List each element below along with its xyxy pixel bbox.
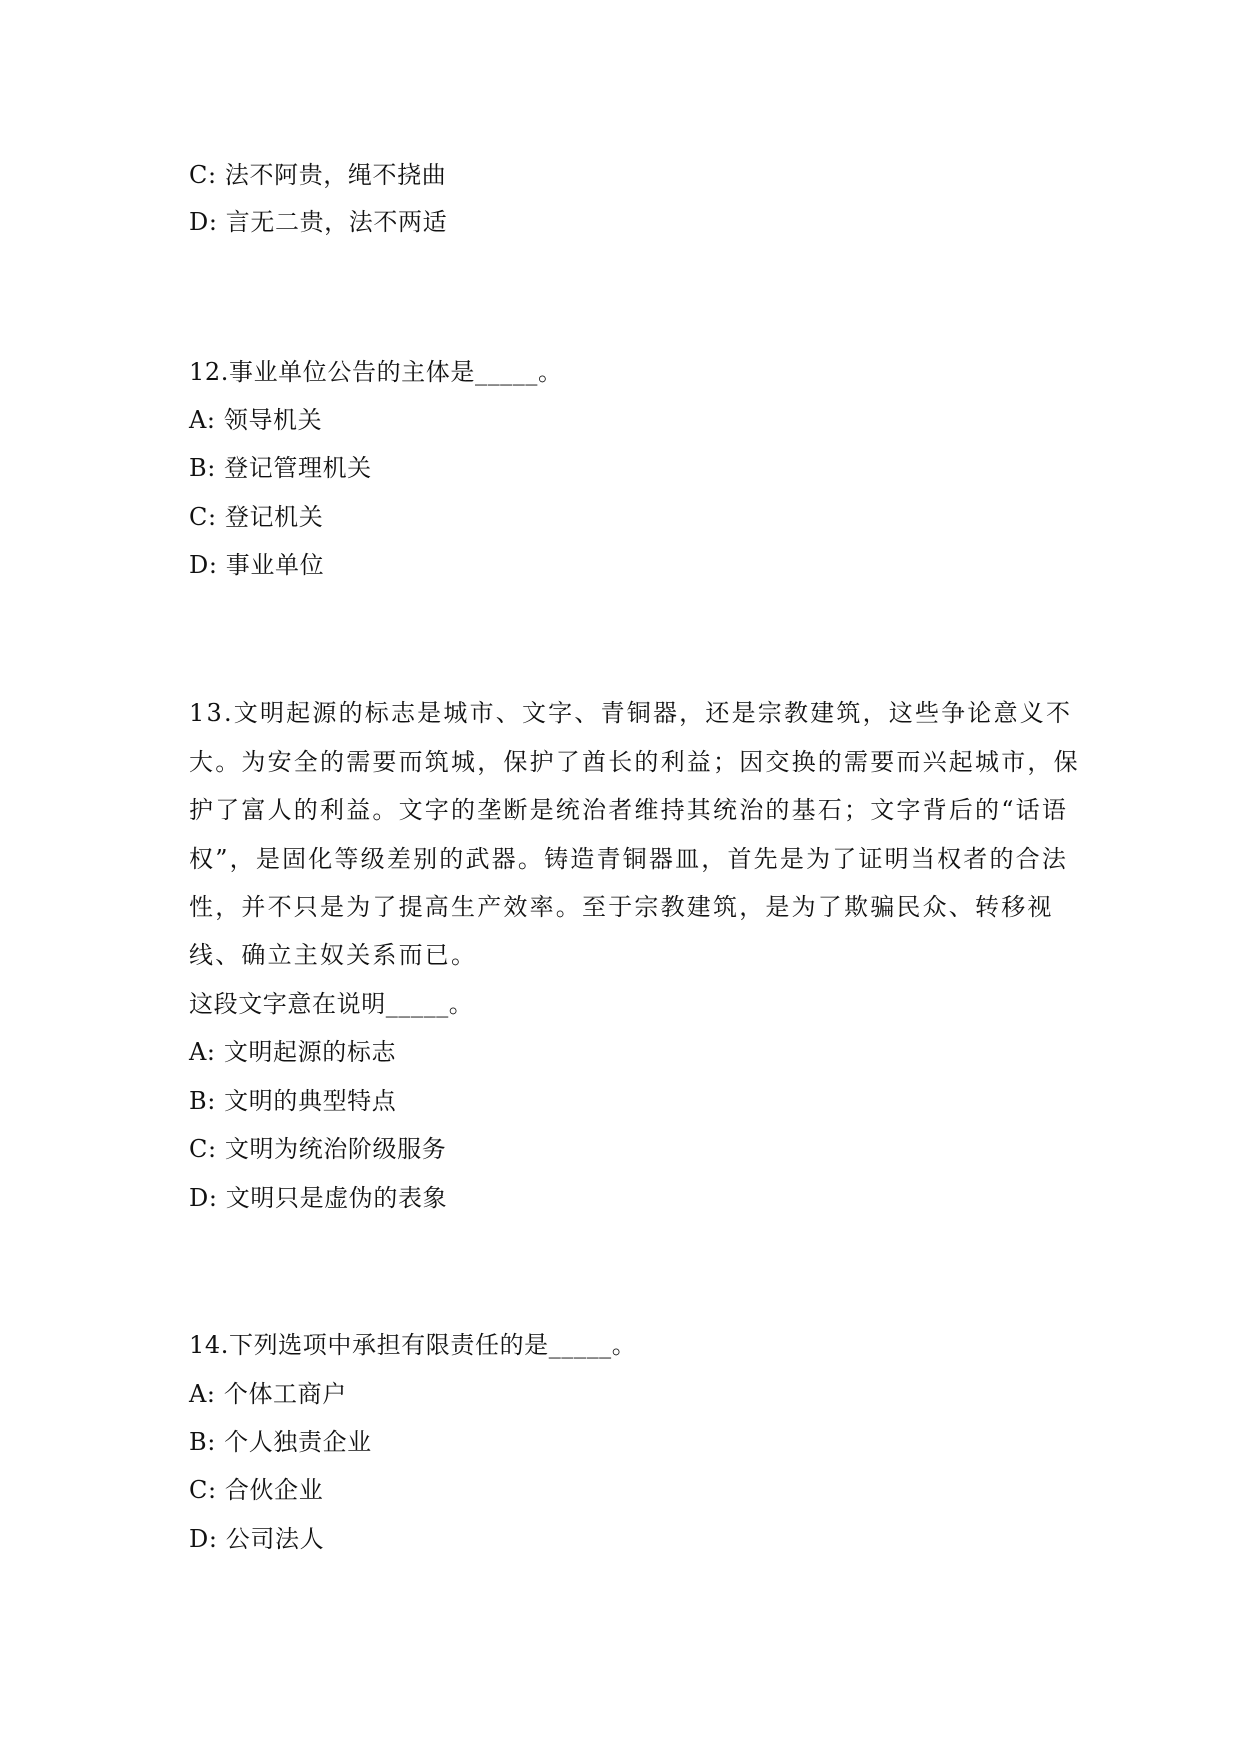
option-label: B: [189,1428,216,1456]
question-13-passage-line [189,747,1080,777]
option-text: 文明为统治阶级服务 [224,1135,447,1163]
question-13-passage-line [189,844,1068,874]
question-text: 下列选项中承担有限责任的是_____。 [228,1331,637,1359]
question-12-option-a [189,405,322,435]
option-text: 文明的典型特点 [224,1087,397,1115]
option-text: 个人独责企业 [224,1428,372,1456]
option-label: C: [189,503,217,531]
option-text: 登记机关 [224,503,324,531]
option-text: 登记管理机关 [224,454,372,482]
option-label: A: [189,406,216,434]
option-text: 事业单位 [225,551,325,579]
option-d [189,207,447,237]
passage-text: 线、确立主奴关系而已。 [189,941,478,969]
passage-text: 护了富人的利益。文字的垄断是统治者维持其统治的基石；文字背后的“话语 [189,796,1069,824]
option-label: B: [189,1087,216,1115]
option-label: D: [189,1525,218,1553]
option-c [189,160,446,190]
option-label: C: [189,161,217,189]
question-13-option-d [189,1183,447,1213]
question-13-option-a [189,1037,396,1067]
option-text: 法不阿贵，绳不挠曲 [224,161,447,189]
option-text: 文明只是虚伪的表象 [225,1184,448,1212]
question-number: 13. [189,699,234,727]
option-text: 个体工商户 [223,1380,347,1408]
option-label: B: [189,454,216,482]
option-label: D: [189,1184,218,1212]
passage-text: 性，并不只是为了提高生产效率。至于宗教建筑，是为了欺骗民众、转移视 [189,893,1054,921]
option-label: C: [189,1135,217,1163]
passage-text: 大。为安全的需要而筑城，保护了酋长的利益；因交换的需要而兴起城市，保 [189,748,1080,776]
question-13-passage-line [189,698,1072,728]
passage-text: 权”，是固化等级差别的武器。铸造青铜器皿，首先是为了证明当权者的合法 [189,845,1069,873]
option-label: A: [189,1380,216,1408]
question-14-option-c [189,1475,323,1505]
question-13-passage-line [189,795,1068,825]
option-label: D: [189,208,218,236]
question-14-option-d [189,1524,324,1554]
question-text: 这段文字意在说明_____。 [189,990,474,1018]
question-12-option-b [189,453,372,483]
question-14-option-b [189,1427,372,1457]
option-text: 合伙企业 [224,1476,324,1504]
question-13-passage-line [189,940,477,970]
question-12-stem [189,357,563,387]
question-12-option-c [189,502,323,532]
option-label: C: [189,1476,217,1504]
question-text: 事业单位公告的主体是_____。 [228,358,563,386]
question-13-passage-line [189,892,1054,922]
option-text: 领导机关 [223,406,323,434]
question-12-option-d [189,550,324,580]
passage-text: 文明起源的标志是城市、文字、青铜器，还是宗教建筑，这些争论意义不 [233,699,1073,727]
option-text: 公司法人 [225,1525,325,1553]
option-label: A: [189,1038,216,1066]
option-label: D: [189,551,218,579]
question-number: 14. [189,1331,229,1359]
question-13-option-b [189,1086,396,1116]
question-14-option-a [189,1379,347,1409]
question-14-stem [189,1330,636,1360]
question-13-stem [189,989,473,1019]
option-text: 文明起源的标志 [223,1038,397,1066]
question-number: 12. [189,358,229,386]
question-13-option-c [189,1134,446,1164]
option-text: 言无二贵，法不两适 [225,208,448,236]
